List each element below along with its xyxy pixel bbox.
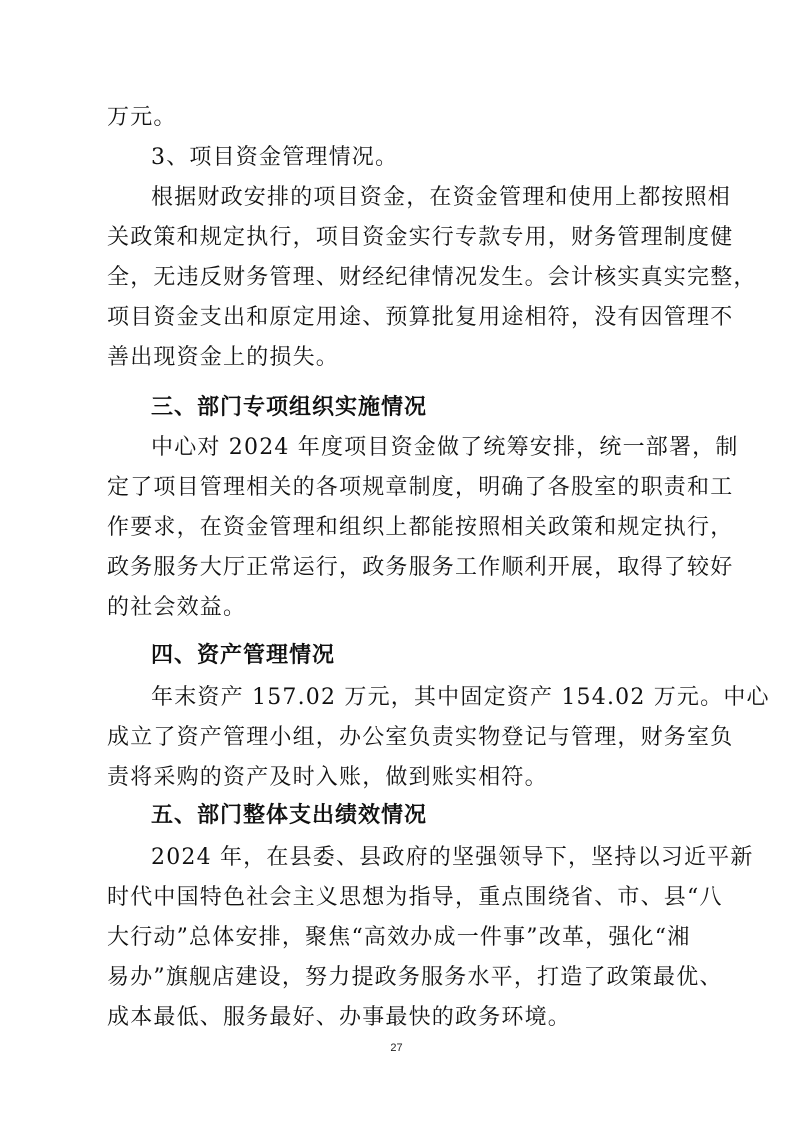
text-line: 责将采购的资产及时入账，做到账实相符。 xyxy=(107,765,548,790)
text-line: 根据财政安排的项目资金，在资金管理和使用上都按照相 xyxy=(151,185,732,210)
text-line: 的社会效益。 xyxy=(107,595,247,620)
text-line: 作要求，在资金管理和组织上都能按照相关政策和规定执行， xyxy=(107,515,734,540)
text-line: 中心对 2024 年度项目资金做了统筹安排，统一部署，制 xyxy=(151,435,739,460)
text-line: 年末资产 157.02 万元，其中固定资产 154.02 万元。中心 xyxy=(151,685,770,710)
section-heading: 三、部门专项组织实施情况 xyxy=(151,395,428,420)
text-line: 万元。 xyxy=(107,105,177,130)
text-line: 易办”旗舰店建设，努力提政务服务水平，打造了政策最优、 xyxy=(107,965,723,990)
text-line: 定了项目管理相关的各项规章制度，明确了各股室的职责和工 xyxy=(107,475,734,500)
subsection-heading: 3、项目资金管理情况。 xyxy=(151,145,399,170)
text-line: 大行动”总体安排，聚焦“高效办成一件事”改革，强化“湘 xyxy=(107,925,691,950)
text-line: 成本最低、服务最好、办事最快的政务环境。 xyxy=(107,1005,572,1030)
text-line: 时代中国特色社会主义思想为指导，重点围绕省、市、县“八 xyxy=(107,885,723,910)
text-line: 成立了资产管理小组，办公室负责实物登记与管理，财务室负 xyxy=(107,725,734,750)
section-heading: 五、部门整体支出绩效情况 xyxy=(151,803,428,828)
text-line: 项目资金支出和原定用途、预算批复用途相符，没有因管理不 xyxy=(107,305,734,330)
text-line: 关政策和规定执行，项目资金实行专款专用，财务管理制度健 xyxy=(107,225,734,250)
text-line: 全，无违反财务管理、财经纪律情况发生。会计核实真实完整， xyxy=(107,265,757,290)
page-number: 27 xyxy=(390,1042,403,1054)
section-heading: 四、资产管理情况 xyxy=(151,643,336,668)
text-line: 政务服务大厅正常运行，政务服务工作顺利开展，取得了较好 xyxy=(107,555,734,580)
text-line: 2024 年，在县委、县政府的坚强领导下，坚持以习近平新 xyxy=(151,845,754,870)
text-line: 善出现资金上的损失。 xyxy=(107,345,340,370)
